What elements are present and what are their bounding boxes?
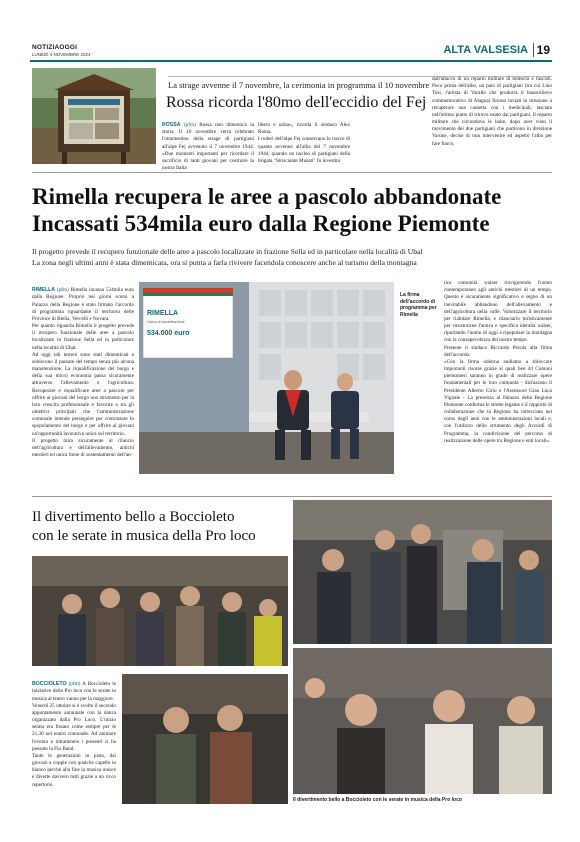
- header-separator: [533, 43, 534, 57]
- rimella-screen-sublabel: Opera di riqualificazione: [147, 320, 185, 324]
- fej-byline: (pfm): [183, 122, 196, 128]
- rimella-screen-label: RIMELLA: [147, 310, 179, 317]
- rimella-column-2: tica comunità walser rinvigorendo l'uomo contemporaneo agli antichi mestieri di un tempo. Questo è sicuramente significativo e segno di un inevitabile abbandono dell'allevamento e dell'agricoltura nella valle. Valorizzare il territorio per riabitare Rimella, e rilanciarlo turisticamente per ricostruirne l'antica e specifica identità walser, riportando l'uomo di oggi a ripopolare la montagna con la consapevolezza del nostro tempo. Presente il sindaco Riccardo Pecola alla firma dell'accordo. «Con la firma odierna andiamo a sbloccare importanti risorse grazie al quali ben 44 Comuni piemontesi saranno in grado di realizzare opere fondamentali per le loro comunità - dichiarano il Presidente Alberto Cirio e l'Assessore Gian Luca Vignale - La presenza al Palazzo della Regione Piemonte conferma le strette legame e il rapporto di collaborazione che la Regione ha intrecciato nel corso degli anni con le amministrazioni locali e, con l'utilizzo dello strumento degli Accordi di Programma, la condivisione del percorso di realizzazione delle opere tra Regione e enti locali».: [444, 280, 552, 444]
- boccioleto-headline-line-2: con le serate in musica della Pro loco: [32, 527, 256, 544]
- boccioleto-group-photo-2: [122, 674, 288, 804]
- rimella-headline-line-1: Rimella recupera le aree a pascolo abbandonate: [32, 184, 502, 209]
- rimella-screen-amount: 534.000 euro: [147, 330, 190, 337]
- issue-date: LUNEDÌ 4 NOVEMBRE 2024: [32, 52, 91, 57]
- rimella-photo-caption: La firma dell'accordo di programma per Rimella: [400, 292, 437, 318]
- fej-column-1-text: Rossa non dimentica la storia. Il 10 novembre verrà celebrato l'ottantesimo della strage di partigiani all'alpe Fej avvenuto il 7 novembre 1944. «Due momenti importanti per ricordare il sacrificio di tanti giovani per costruire la nostra Italia: [162, 122, 255, 172]
- fej-bottom-rule: [32, 172, 552, 173]
- boccioleto-group-scene-1: [32, 556, 288, 666]
- boccioleto-women-photo: [293, 648, 552, 794]
- boccioleto-dance-photo: [293, 500, 552, 644]
- boccioleto-group-photo-1: [32, 556, 288, 666]
- fej-dateline: ROSSA: [162, 122, 181, 128]
- boccioleto-headline-line-1: Il divertimento bello a Boccioleto: [32, 509, 235, 525]
- page-number: 19: [536, 43, 550, 57]
- fej-memorial-illustration: [32, 68, 156, 164]
- rimella-column-1: [32, 280, 134, 459]
- boccioleto-headline: [32, 508, 292, 546]
- boccioleto-dateline: BOCCIOLETO: [32, 681, 67, 688]
- rimella-bottom-rule: [32, 496, 552, 497]
- fej-headline: Rossa ricorda l'80mo dell'eccidio del Fej: [166, 94, 427, 111]
- fej-memorial-photo: [32, 68, 156, 164]
- fej-column-2: libera e unita», ricorda il sindaco Alex Roma. I ruderi dell'alpe Fej conservano le tracce di quanto avvenne all'alba del 7 novembre 1944, quando un nucleo di partigiani della brigata "Strisciante Musati" fu investito: [258, 122, 350, 164]
- boccioleto-photo-caption: Il divertimento bello a Boccioleto con le serate in musica della Pro loco: [293, 797, 462, 803]
- fej-column-3: dall'attacco di un reparto militare di tedeschi e fascisti. Poco prima dell'alba, un paio di partigiani (tra cui Lino Tosi, l'artista di Varallo che produrrà il bassorilievo commemorativo di Alagna) furono inviati in missione a recuperare una cassetta con i medicinali, lasciata nell'ultimo punto di ritrovo usato dai partigiani. Il reparto militare che circondava le baite, dopo aver visto il movimento dei due partigiani che partirono in direzione Varone, decise di non intervenire ed aspettò l'alba per fare fuoco.: [432, 76, 552, 147]
- rimella-signing-photo: [139, 282, 394, 474]
- rimella-summary-line-1: Il progetto prevede il recupero funzionale delle aree a pascolo localizzate in frazione Sella ed in particolare nella località di Ubal: [32, 247, 423, 256]
- section-title: ALTA VALSESIA: [443, 44, 528, 56]
- fej-column-1: [162, 122, 254, 172]
- boccioleto-body-text: A Boccioleto le iniziative della Pro loco con le serate in musica al teatro vanno per la maggiore. Venerdì 25 ottobre si è svolto il secondo appuntamento autunnale con la danza organizzato dalla Pro Loco. L'inizio serata era fissato come sempre per le 21,30 nel teatro comunale. Ad animare l'evento e intrattenere i presenti ci ha pensato la Flo Band. Tante le generazioni in pista, dai giovani a coppie con qualche capello in bianco perché alla fine la musica unisce e diverte davvero tutti grazie a un ricco repertorio.: [32, 681, 117, 788]
- rimella-summary-line-2: La zona negli ultimi anni è stata dimenticata, ora si punta a farla rivivere facendola conoscere anche al turismo della montagna: [32, 258, 417, 268]
- masthead: NOTIZIAOGGI: [32, 44, 78, 51]
- boccioleto-dance-scene: [293, 500, 552, 644]
- rimella-byline: (pfm): [56, 287, 69, 294]
- boccioleto-group-scene-2: [122, 674, 288, 804]
- fej-kicker: La strage avvenne il 7 novembre, la cerimonia in programma il 10 novembre: [168, 80, 430, 90]
- boccioleto-women-scene: [293, 648, 552, 794]
- rimella-headline-line-2: Incassati 534mila euro dalla Regione Piemonte: [32, 211, 490, 237]
- boccioleto-byline: (pfm): [68, 681, 81, 688]
- header-rule: [30, 60, 552, 62]
- rimella-summary: [32, 246, 552, 269]
- rimella-column-1-text: Rimella incassa 534mila euro dalla Regione. Proprio nei giorni scorsi a Palazzo della Regione è stato firmato l'accordo di programma riguardante il territorio delle Province di Biella, Vercelli e Novara. Per quanto riguarda Rimella il progetto prevede il recupero funzionale delle aree a pascolo localizzate in frazione Sella ed in particolare nella località di Ubal. Ad oggi tali terreni sono stati dimenticati e subiscono il passare del tempo senza più alcuna manutenzione. La riqualificazione del borgo e della sua micro economia passa sicuramente attraverso l'allevamento e l'agricoltura. Recuperare e riqualificare aree a pascolo per offrire ai giovani del borgo uno strumento per la loro crescita professionale e favorire a tra gli obiettivi principali che l'amministrazione comunale intende perseguire per contrastare lo spopolamento del borgo e per offrire ai giovani un'opportunità lavorativa unica sul territorio. Il progetto mira sicuramente al rilancio dell'agricoltura e dell'allevamento, antichi mestieri ed unica fonte di sostentamento dell'an-: [32, 287, 135, 459]
- boccioleto-body: [32, 674, 116, 789]
- rimella-dateline: RIMELLA: [32, 287, 56, 294]
- rimella-headline: [32, 183, 552, 237]
